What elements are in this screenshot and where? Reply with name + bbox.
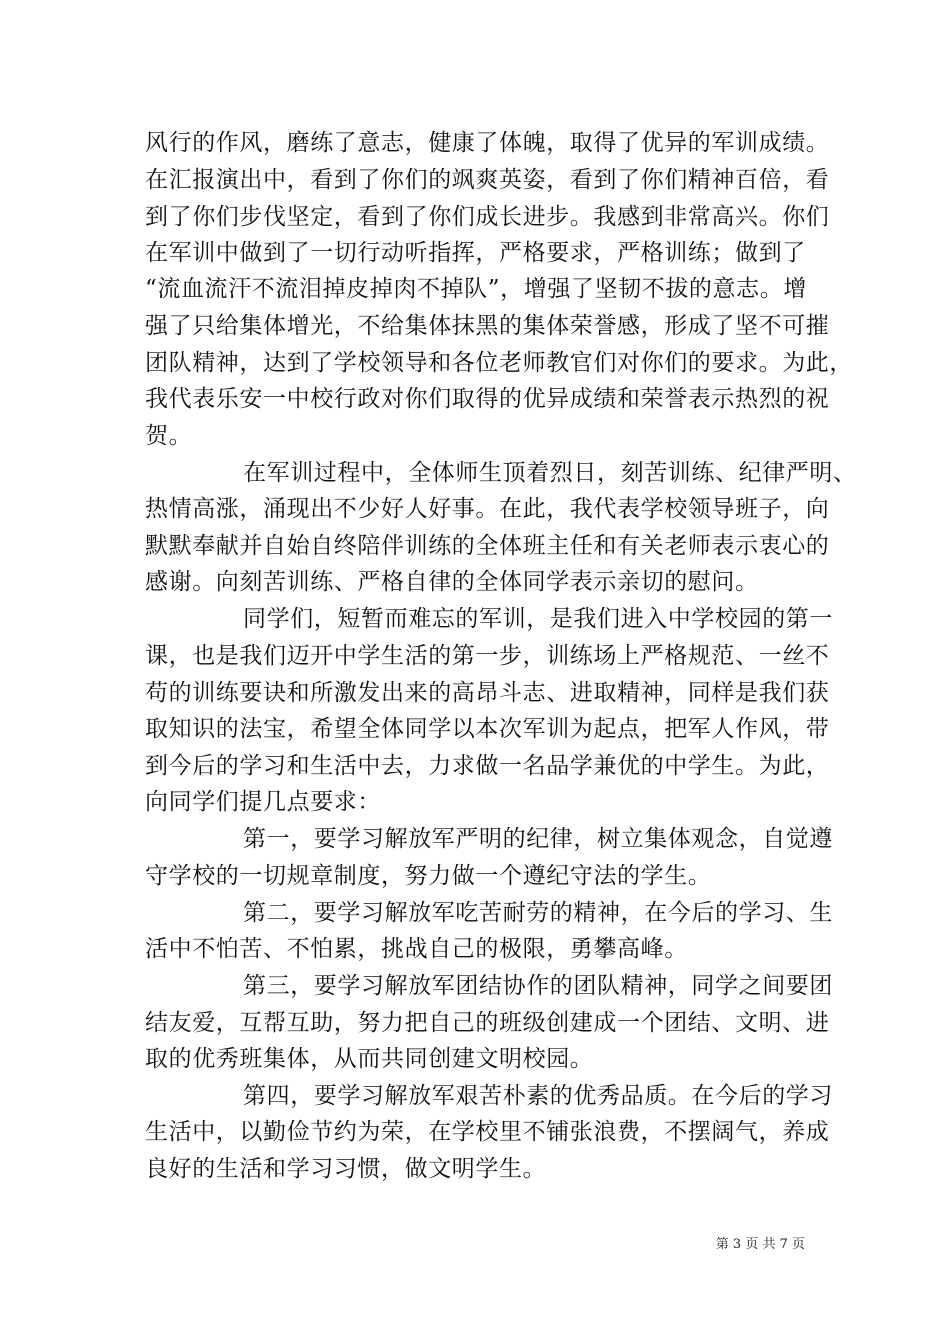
paragraph-start: 第三，要学习解放军团结协作的团队精神，同学之间要团 [243,973,833,999]
text-line: 强了只给集体增光，不给集体抹黑的集体荣誉感，形成了坚不可摧 [145,313,830,339]
text-line: 到今后的学习和生活中去，力求做一名品学兼优的中学生。为此， [145,753,830,779]
text-line: 在汇报演出中，看到了你们的飒爽英姿，看到了你们精神百倍，看 [145,167,830,193]
text-line: 守学校的一切规章制度，努力做一个遵纪守法的学生。 [145,863,712,889]
paragraph-start: 第四，要学习解放军艰苦朴素的优秀品质。在今后的学习 [243,1083,833,1109]
paragraph-start: 第一，要学习解放军严明的纪律，树立集体观念，自觉遵 [243,826,833,852]
text-line: 风行的作风，磨练了意志，健康了体魄，取得了优异的军训成绩。 [145,130,830,156]
text-line: 感谢。向刻苦训练、严格自律的全体同学表示亲切的慰问。 [145,569,759,595]
text-line: 在军训中做到了一切行动听指挥，严格要求，严格训练；做到了 [145,240,806,266]
paragraph-start: 在军训过程中，全体师生顶着烈日，刻苦训练、纪律严明、 [243,460,857,486]
text-line: 热情高涨，涌现出不少好人好事。在此，我代表学校领导班子，向 [145,496,830,522]
text-line: 取知识的法宝，希望全体同学以本次军训为起点，把军人作风，带 [145,716,830,742]
text-line: 苟的训练要诀和所激发出来的高昂斗志、进取精神，同样是我们获 [145,680,830,706]
text-line: 到了你们步伐坚定，看到了你们成长进步。我感到非常高兴。你们 [145,204,830,230]
text-line: 向同学们提几点要求： [145,789,381,815]
page-number-footer: 第 3 页 共 7 页 [715,1237,805,1252]
text-line: 团队精神，达到了学校领导和各位老师教官们对你们的要求。为此， [145,350,853,376]
text-line: 课，也是我们迈开中学生活的第一步，训练场上严格规范、一丝不 [145,643,830,669]
text-line: 生活中，以勤俭节约为荣，在学校里不铺张浪费，不摆阔气，养成 [145,1119,830,1145]
text-line: 取的优秀班集体，从而共同创建文明校园。 [145,1046,594,1072]
paragraph-start: 第二，要学习解放军吃苦耐劳的精神，在今后的学习、生 [243,900,833,926]
text-line: 我代表乐安一中校行政对你们取得的优异成绩和荣誉表示热烈的祝 [145,386,830,412]
paragraph-start: 同学们，短暂而难忘的军训，是我们进入中学校园的第一 [243,606,833,632]
text-line: 活中不怕苦、不怕累，挑战自己的极限，勇攀高峰。 [145,936,688,962]
text-line: “流血流汗不流泪掉皮掉肉不掉队”，增强了坚韧不拔的意志。增 [145,276,807,302]
text-line: 结友爱，互帮互助，努力把自己的班级创建成一个团结、文明、进 [145,1010,830,1036]
text-line: 默默奉献并自始自终陪伴训练的全体班主任和有关老师表示衷心的 [145,533,830,559]
text-line: 贺。 [145,423,193,449]
text-line: 良好的生活和学习习惯，做文明学生。 [145,1156,547,1182]
